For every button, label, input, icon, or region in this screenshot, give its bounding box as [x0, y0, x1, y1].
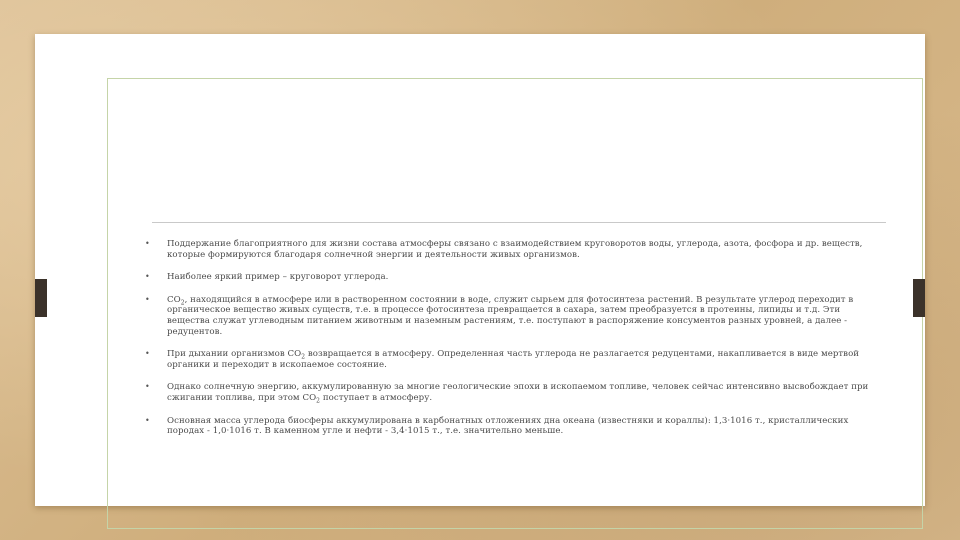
right-edge-tab — [913, 279, 925, 317]
bullet-dot-icon: • — [145, 382, 150, 392]
bullet-dot-icon: • — [145, 294, 150, 304]
subscript-2: 2 — [301, 353, 306, 361]
bullet-dot-icon: • — [145, 415, 150, 425]
bullet-text: Поддержание благоприятного для жизни состава атмосферы связано с взаимодействием круговоротов воды, углерода, азота, фосфора и др. веществ, которые формируются благодаря солнечной энергии и деятельности живых организмов. — [167, 239, 863, 260]
bullet-text-before: Однако солнечную энергию, аккумулированную за многие геологические эпохи в ископаемом топливе, человек сейчас интенсивно высвобождает при сжигании топлива, при этом СО — [167, 382, 869, 403]
bullet-dot-icon: • — [145, 239, 150, 248]
list-item — [145, 382, 885, 403]
left-edge-tab — [35, 279, 47, 317]
list-item — [145, 272, 885, 283]
list-item — [145, 295, 885, 337]
subscript-2: 2 — [316, 397, 321, 405]
bullet-text: Основная масса углерода биосферы аккумулирована в карбонатных отложениях дна океана (известняки и кораллы): 1,3·1016 т., кристаллических породах - 1,0·1016 т. В каменном угле и нефти - 3,4·1015 т., т.е. значительно меньше. — [167, 415, 849, 437]
list-item — [145, 239, 885, 260]
title-divider — [152, 222, 886, 223]
bullet-text: , находящийся в атмосфере или в растворенном состоянии в воде, служит сырьем для фотосинтеза растений. В результате углерод переходит в органическое вещество живых существ, т.е. в процессе фотосинтеза превращается в сахара, затем преобразуется в протеины, липиды и т.д. Эти вещества служат углеводным питанием животным и наземным растениям, т.е. поступают в распоряжение консументов разных уровней, а далее - редуцентов. — [167, 294, 854, 337]
subscript-2: 2 — [180, 299, 185, 307]
bullet-text: Наиболее яркий пример – круговорот углерода. — [167, 272, 389, 283]
slide — [35, 34, 925, 506]
bullet-text-before: При дыхании организмов СО — [167, 349, 302, 360]
bullet-dot-icon: • — [145, 272, 150, 282]
bullet-text-co2-prefix: CO — [167, 294, 181, 305]
bullet-list — [145, 239, 885, 449]
bullet-dot-icon: • — [145, 349, 150, 359]
bullet-text-after: возвращается в атмосферу. Определенная часть углерода не разлагается редуцентами, накапливается в виде мертвой органики и переходит в ископаемое состояние. — [167, 349, 860, 370]
list-item — [145, 349, 885, 370]
list-item — [145, 416, 885, 437]
bullet-text-after: поступает в атмосферу. — [320, 392, 433, 403]
